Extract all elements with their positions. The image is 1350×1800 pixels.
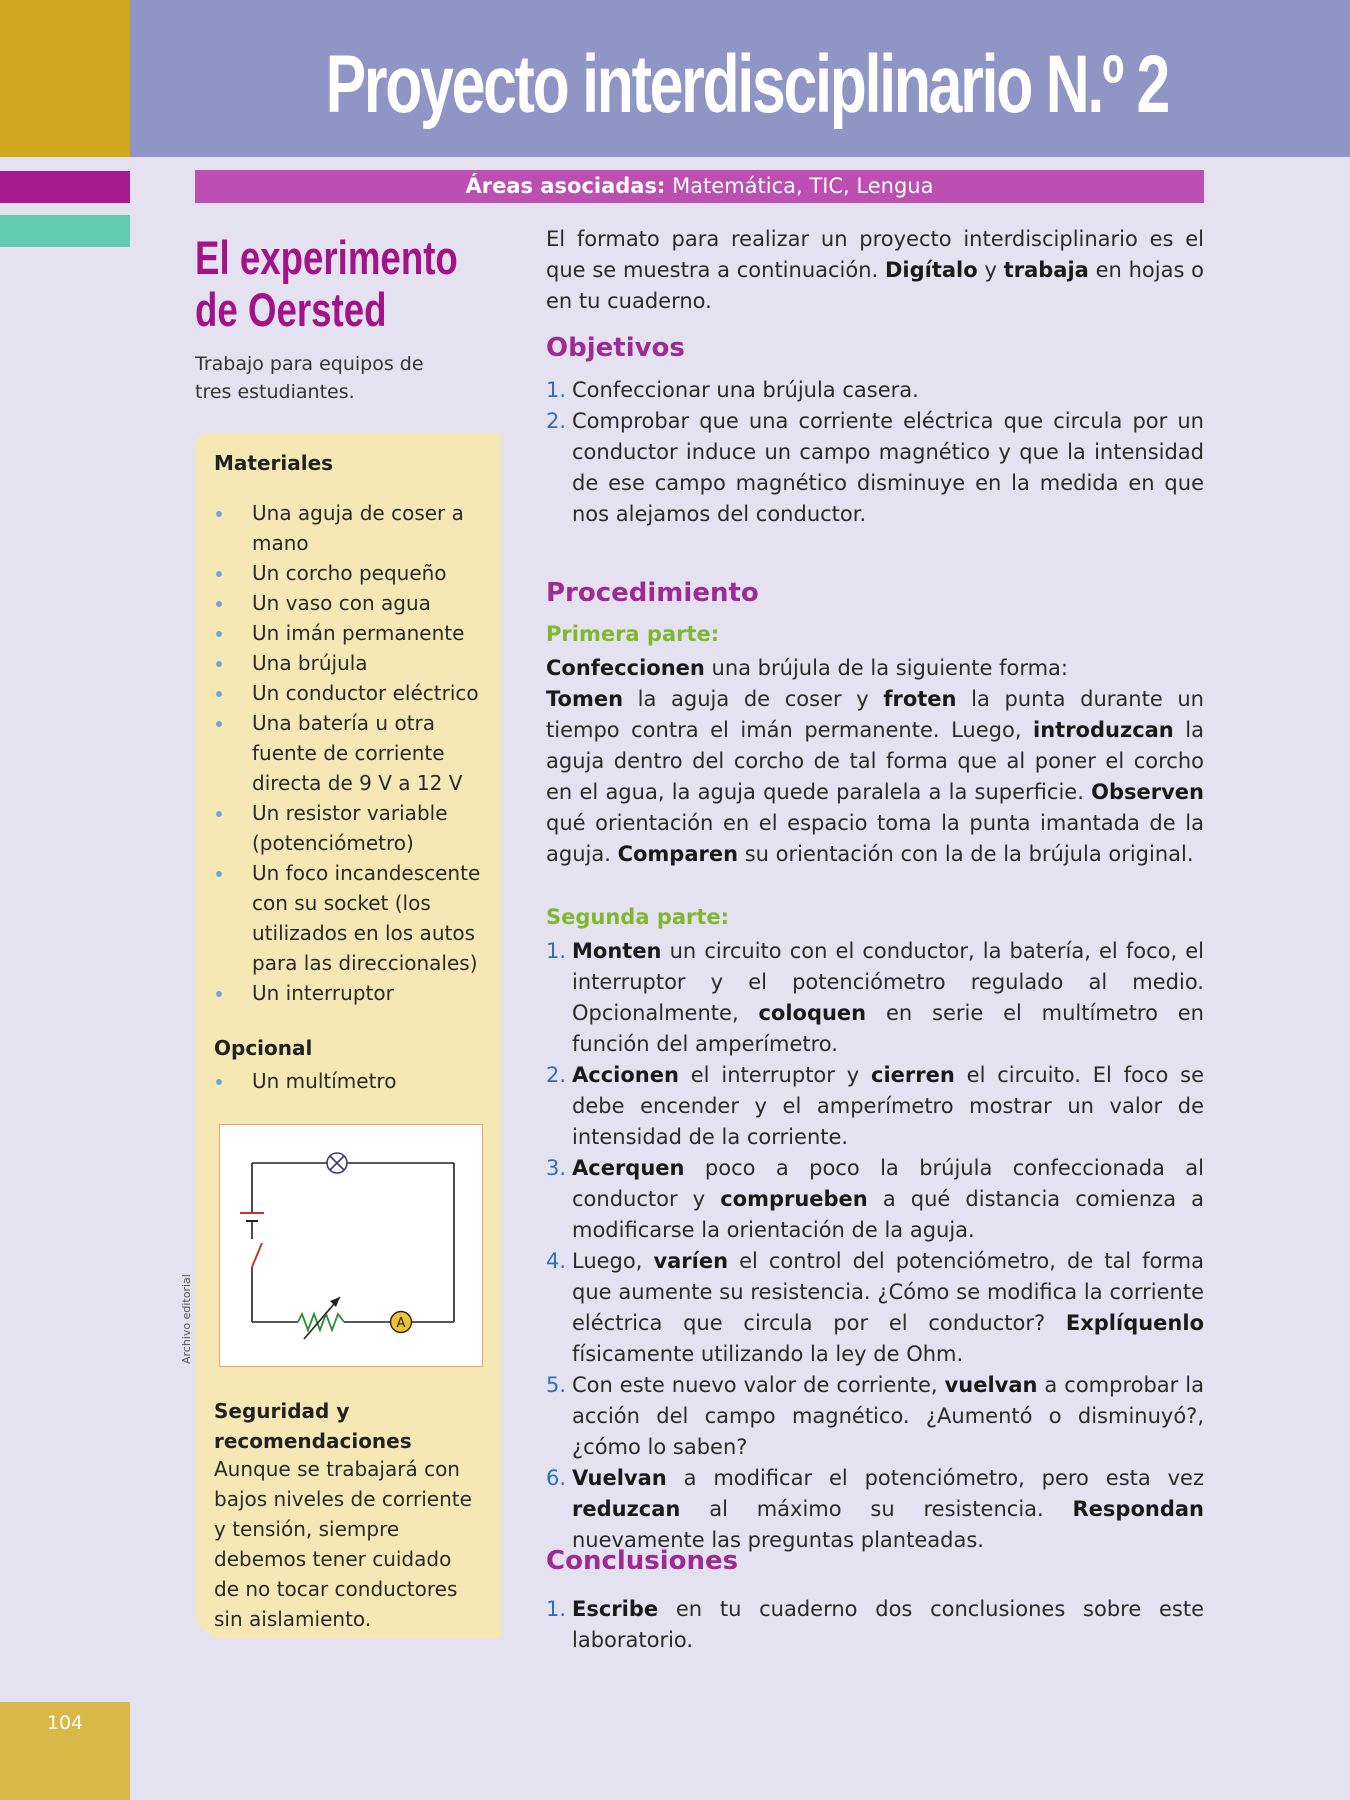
bold-verb: Escribe [572, 1597, 659, 1621]
list-item: Un resistor variable (potenciómetro) [214, 798, 490, 858]
list-item: Un conductor eléctrico [214, 678, 490, 708]
item-number: 2. [546, 409, 567, 433]
bold-verb: Respondan [1072, 1497, 1204, 1521]
part1-paragraph [546, 684, 1204, 870]
bold-verb: coloquen [758, 1001, 867, 1025]
list-item [546, 406, 1204, 530]
page-number: 104 [46, 1712, 84, 1734]
objectives-heading: Objetivos [546, 333, 685, 363]
text: su orientación con la de la brújula original. [738, 842, 1194, 866]
battery-icon [240, 1213, 264, 1239]
item-number: 2. [546, 1063, 567, 1087]
list-item [546, 936, 1204, 1060]
bold-verb: reduzcan [572, 1497, 681, 1521]
conclusions-heading: Conclusiones [546, 1546, 739, 1576]
text: a modificar el potenciómetro, pero esta vez [666, 1466, 1204, 1490]
bold-verb: vuelvan [944, 1373, 1038, 1397]
ammeter-label: A [396, 1316, 406, 1331]
text: nuevamente las preguntas planteadas. [572, 1528, 984, 1552]
conclusions-list [546, 1594, 1204, 1656]
list-item: Un imán permanente [214, 618, 490, 648]
list-item: Una batería u otra fuente de corriente directa de 9 V a 12 V [214, 708, 490, 798]
teal-stripe [0, 215, 130, 247]
text: a qué distancia comienza a modificarse la orientación de la aguja. [572, 1187, 1204, 1242]
experiment-title-line1: El experimento [195, 231, 458, 284]
page-title: Proyecto interdisciplinario N.º 2 [325, 39, 1169, 130]
item-number: 6. [546, 1466, 567, 1490]
intro-bold: trabaja [1003, 258, 1089, 282]
intro-text: El formato para realizar un proyecto interdisciplinario es el que se muestra a continuación. [546, 227, 1204, 282]
bulb-icon [327, 1153, 347, 1173]
list-item [546, 1463, 1204, 1556]
item-text: Comprobar que una corriente eléctrica que circula por un conductor induce un campo magnético y que la intensidad de ese campo magnético disminuye en la medida en que nos alejamos del conductor. [572, 409, 1204, 526]
item-number: 4. [546, 1249, 567, 1273]
bold-verb: Observen [1091, 780, 1204, 804]
bold-verb: varíen [653, 1249, 729, 1273]
list-item: Un vaso con agua [214, 588, 490, 618]
list-item: Una aguja de coser a mano [214, 498, 490, 558]
text: Luego, [572, 1249, 654, 1273]
objectives-list [546, 375, 1204, 530]
list-item: Un multímetro [214, 1066, 490, 1096]
item-number: 1. [546, 378, 567, 402]
item-text: Confeccionar una brújula casera. [572, 378, 919, 402]
bold-verb: Comparen [617, 842, 739, 866]
text: a comprobar la acción del campo magnético. ¿Aumentó o disminuyó?, ¿cómo lo saben? [572, 1373, 1204, 1459]
intro-text: y [977, 258, 1004, 282]
circuit-diagram [219, 1124, 483, 1367]
list-item [546, 375, 1204, 406]
bold-verb: Acerquen [572, 1156, 685, 1180]
text: en tu cuaderno dos conclusiones sobre este laboratorio. [572, 1597, 1204, 1652]
materials-heading: Materiales [214, 451, 334, 475]
list-item [546, 1594, 1204, 1656]
bold-verb: Explíquenlo [1065, 1311, 1204, 1335]
switch-icon [252, 1243, 262, 1297]
text: al máximo su resistencia. [680, 1497, 1073, 1521]
bold-verb: Vuelvan [572, 1466, 667, 1490]
circuit-svg [220, 1125, 482, 1366]
magenta-stripe [0, 171, 130, 203]
experiment-title [195, 231, 458, 336]
procedure-heading: Procedimiento [546, 578, 759, 608]
bold-verb: froten [883, 687, 957, 711]
associated-areas-bar [195, 170, 1204, 203]
bold-verb: cierren [871, 1063, 955, 1087]
bold-verb: introduzcan [1033, 718, 1174, 742]
text: Con este nuevo valor de corriente, [572, 1373, 945, 1397]
bold-verb: Tomen [546, 687, 624, 711]
bold-verb: Monten [572, 939, 662, 963]
text: físicamente utilizando la ley de Ohm. [572, 1342, 964, 1366]
text: la punta durante un tiempo contra el imán permanente. Luego, [546, 687, 1204, 742]
list-item: Un corcho pequeño [214, 558, 490, 588]
part1-heading: Primera parte: [546, 622, 720, 646]
intro-paragraph [546, 224, 1204, 317]
part2-steps [546, 936, 1204, 1556]
text: el control del potenciómetro, de tal forma que aumente su resistencia. ¿Cómo se modifica la corriente eléctrica que circula por el conductor? [572, 1249, 1204, 1335]
optional-list [214, 1066, 490, 1096]
areas-value: Matemática, TIC, Lengua [665, 174, 934, 198]
text: el circuito. El foco se debe encender y el amperímetro mostrar un valor de intensidad de la corriente. [572, 1063, 1204, 1149]
intro-text: en hojas o en tu cuaderno. [546, 258, 1205, 313]
list-item [546, 1370, 1204, 1463]
list-item [546, 1153, 1204, 1246]
text: el interruptor y [678, 1063, 872, 1087]
image-credit: Archivo editorial [180, 1274, 193, 1364]
list-item: Una brújula [214, 648, 490, 678]
part2-heading: Segunda parte: [546, 905, 730, 929]
text: un circuito con el conductor, la batería, el foco, el interruptor y el potenciómetro regulado al medio. Opcionalmente, [572, 939, 1204, 1025]
safety-heading: Seguridad y recomendaciones [214, 1399, 412, 1453]
list-item [546, 1060, 1204, 1153]
text: en serie el multímetro en función del amperímetro. [572, 1001, 1204, 1056]
experiment-subtitle: Trabajo para equipos de tres estudiantes. [195, 353, 424, 403]
list-item: Un interruptor [214, 978, 490, 1008]
item-number: 1. [546, 939, 567, 963]
text: una brújula de la siguiente forma: [704, 656, 1068, 680]
bold-verb: comprueben [720, 1187, 868, 1211]
list-item [546, 1246, 1204, 1370]
potentiometer-icon [298, 1297, 344, 1339]
optional-heading: Opcional [214, 1036, 313, 1060]
part1-intro [546, 653, 1204, 684]
item-number: 5. [546, 1373, 567, 1397]
ammeter-icon [391, 1312, 412, 1333]
areas-label: Áreas asociadas: [465, 174, 666, 198]
list-item: Un foco incandescente con su socket (los utilizados en los autos para las direccionales) [214, 858, 490, 978]
bold-verb: Confeccionen [546, 656, 705, 680]
safety-text: Aunque se trabajará con bajos niveles de corriente y tensión, siempre debemos tener cuidado de no tocar conductores sin aislamiento. [214, 1457, 472, 1631]
bold-verb: Accionen [572, 1063, 679, 1087]
text: qué orientación en el espacio toma la punta imantada de la aguja. [546, 811, 1204, 866]
text: poco a poco la brújula confeccionada al conductor y [572, 1156, 1204, 1211]
intro-bold: Digítalo [884, 258, 978, 282]
text: la aguja de coser y [623, 687, 884, 711]
text: la aguja dentro del corcho de tal forma que al poner el corcho en el agua, la aguja quede paralela a la superficie. [546, 718, 1204, 804]
experiment-title-line2: de Oersted [195, 283, 387, 336]
corner-gold-block [0, 0, 130, 157]
item-number: 3. [546, 1156, 567, 1180]
materials-list [214, 498, 490, 1008]
item-number: 1. [546, 1597, 567, 1621]
